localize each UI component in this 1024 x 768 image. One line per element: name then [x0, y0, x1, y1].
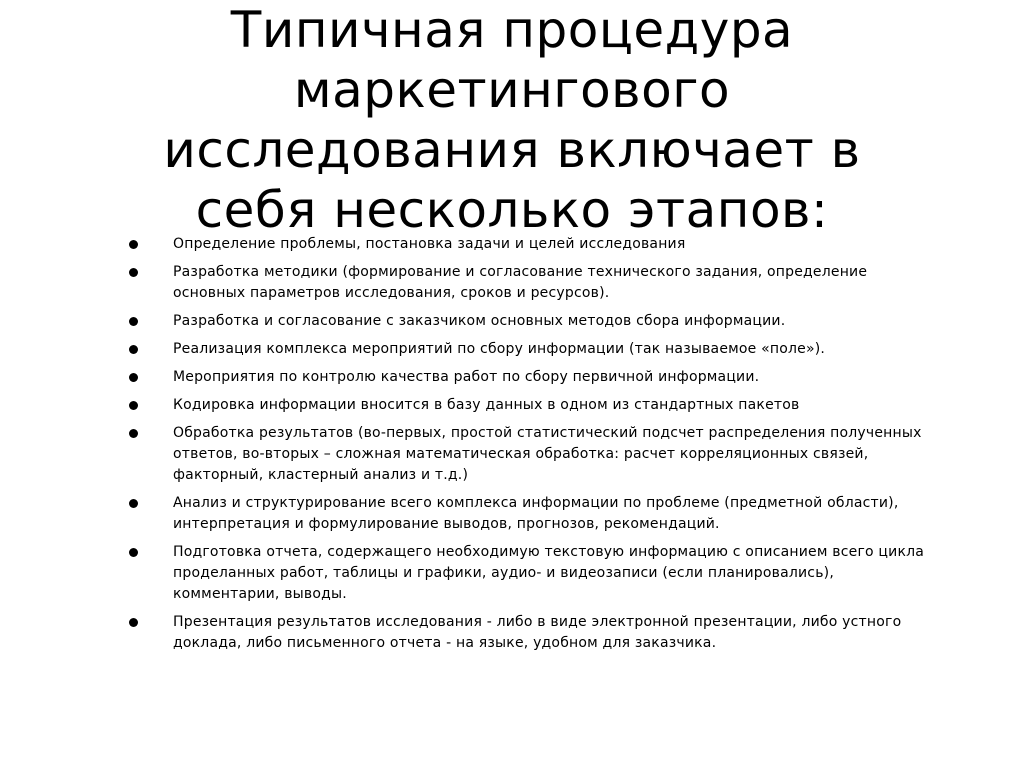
list-item	[126, 367, 926, 388]
list-item	[126, 423, 926, 486]
bullet-icon	[129, 345, 138, 354]
bullet-text: Подготовка отчета, содержащего необходимую текстовую информацию с описанием всего цикла проделанных работ, таблицы и графики, аудио- и видеозаписи (если планировались), комментарии, выводы.	[173, 544, 925, 602]
bullet-text: Разработка методики (формирование и согласование технического задания, определение основных параметров исследования, сроков и ресурсов).	[173, 264, 868, 301]
list-item	[126, 612, 926, 654]
bullet-text: Кодировка информации вносится в базу данных в одном из стандартных пакетов	[173, 397, 800, 413]
bullet-icon	[129, 548, 138, 557]
bullet-icon	[129, 618, 138, 627]
list-item	[126, 542, 926, 605]
bullet-text: Определение проблемы, постановка задачи и целей исследования	[173, 236, 686, 252]
list-item	[126, 311, 926, 332]
bullet-text: Анализ и структурирование всего комплекса информации по проблеме (предметной области), интерпретация и формулирование выводов, прогнозов, рекомендаций.	[173, 495, 899, 532]
bullet-text: Мероприятия по контролю качества работ по сбору первичной информации.	[173, 369, 760, 385]
bullet-icon	[129, 373, 138, 382]
bullet-icon	[129, 401, 138, 410]
bullet-icon	[129, 268, 138, 277]
bullet-text: Обработка результатов (во-первых, простой статистический подсчет распределения полученных ответов, во-вторых – сложная математическая обработка: расчет корреляционных связей, факторный, кластерный анализ и т.д.)	[173, 425, 922, 483]
bullet-text: Реализация комплекса мероприятий по сбору информации (так называемое «поле»).	[173, 341, 826, 357]
bullet-list	[126, 234, 926, 661]
bullet-text: Презентация результатов исследования - либо в виде электронной презентации, либо устного доклада, либо письменного отчета - на языке, удобном для заказчика.	[173, 614, 902, 651]
bullet-icon	[129, 429, 138, 438]
list-item	[126, 395, 926, 416]
slide-title: Типичная процедура маркетингового исследования включает в себя несколько этапов:	[163, 1, 861, 239]
list-item	[126, 493, 926, 535]
list-item	[126, 234, 926, 255]
bullet-text: Разработка и согласование с заказчиком основных методов сбора информации.	[173, 313, 786, 329]
bullet-icon	[129, 499, 138, 508]
bullet-icon	[129, 317, 138, 326]
list-item	[126, 339, 926, 360]
list-item	[126, 262, 926, 304]
bullet-icon	[129, 240, 138, 249]
